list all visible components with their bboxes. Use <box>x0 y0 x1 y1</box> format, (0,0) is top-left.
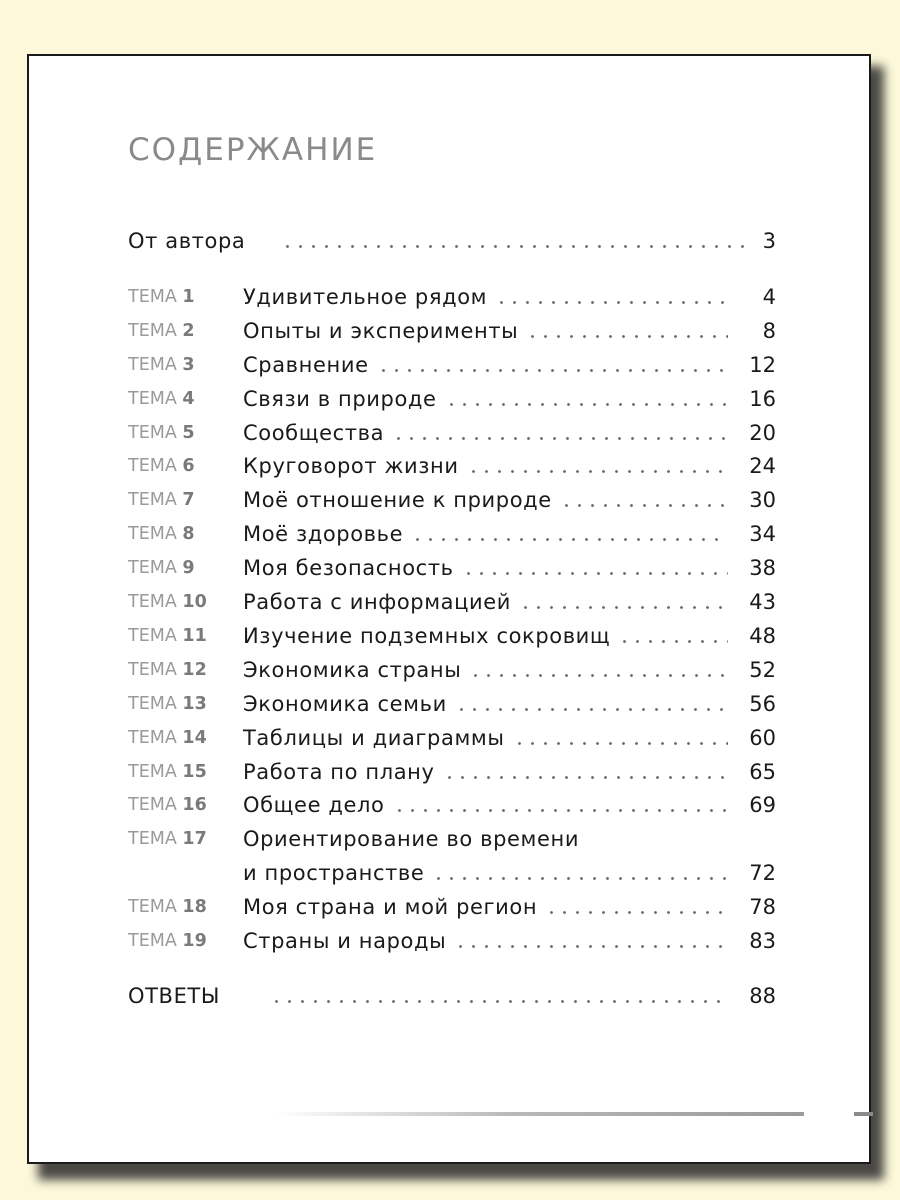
dot-leader <box>281 245 750 248</box>
toc-entry-label: Моя страна и мой регион <box>243 895 538 919</box>
toc-entry-topic-8[interactable] <box>128 517 776 551</box>
topic-tag <box>128 423 243 443</box>
toc-entry-intro[interactable] <box>128 224 776 258</box>
toc-entry-label: Моё отношение к природе <box>243 488 552 512</box>
topic-number: 4 <box>182 389 195 409</box>
topic-number: 1 <box>182 287 195 307</box>
toc-entry-topic-6[interactable] <box>128 449 776 483</box>
toc-entry-topic-13[interactable] <box>128 687 776 721</box>
topic-tag <box>128 524 243 544</box>
topic-prefix: ТЕМА <box>128 389 177 409</box>
toc-entry-topic-15[interactable] <box>128 755 776 789</box>
topic-tag <box>128 355 243 375</box>
topic-number: 13 <box>182 694 207 714</box>
topic-prefix: ТЕМА <box>128 287 177 307</box>
dot-leader <box>392 437 728 440</box>
footer-tick <box>854 1112 873 1116</box>
dot-leader <box>526 335 728 338</box>
topic-prefix: ТЕМА <box>128 558 177 578</box>
topic-number: 9 <box>182 558 195 578</box>
dot-leader <box>432 877 728 880</box>
contents-page <box>27 54 871 1164</box>
topic-tag <box>128 389 243 409</box>
dot-leader <box>445 403 728 406</box>
topic-tag <box>128 897 243 917</box>
toc-entry-label: Работа по плану <box>243 760 435 784</box>
dot-leader <box>270 1000 728 1003</box>
toc-entry-topic-7[interactable] <box>128 483 776 517</box>
toc-entry-topic-5[interactable] <box>128 416 776 450</box>
dot-leader <box>560 504 728 507</box>
toc-page-number: 52 <box>749 658 776 682</box>
toc-entry-topic-4[interactable] <box>128 382 776 416</box>
toc-page-number: 4 <box>762 285 776 309</box>
toc-entry-topic-14[interactable] <box>128 721 776 755</box>
topic-prefix: ТЕМА <box>128 660 177 680</box>
dot-leader <box>513 742 728 745</box>
topic-tag <box>128 287 243 307</box>
topic-number: 18 <box>182 897 207 917</box>
topic-number: 6 <box>182 456 195 476</box>
toc-entry-label: Удивительное рядом <box>243 285 488 309</box>
toc-page-number: 65 <box>749 760 776 784</box>
toc-entry-topic-9[interactable] <box>128 551 776 585</box>
topic-number: 12 <box>182 660 207 680</box>
toc-entry-label-continued: и пространстве <box>243 861 425 885</box>
topic-tag <box>128 558 243 578</box>
toc-page-number: 48 <box>749 624 776 648</box>
toc-entry-topic-1[interactable] <box>128 280 776 314</box>
topic-tag <box>128 592 243 612</box>
topic-tag <box>128 728 243 748</box>
toc-entry-label: Моя безопасность <box>243 556 454 580</box>
toc-entry-label: Связи в природе <box>243 387 437 411</box>
topic-prefix: ТЕМА <box>128 897 177 917</box>
topic-tag <box>128 490 243 510</box>
dot-leader <box>545 911 728 914</box>
toc-entry-topic-11[interactable] <box>128 619 776 653</box>
dot-leader <box>377 369 728 372</box>
toc-page-number: 72 <box>749 861 776 885</box>
topic-tag <box>128 795 243 815</box>
topic-tag <box>128 456 243 476</box>
toc-page-number: 3 <box>762 229 776 253</box>
dot-leader <box>455 708 728 711</box>
toc-entry-label: Круговорот жизни <box>243 454 459 478</box>
topic-prefix: ТЕМА <box>128 321 177 341</box>
topic-number: 8 <box>182 524 195 544</box>
topic-tag <box>128 626 243 646</box>
dot-leader <box>495 301 728 304</box>
dot-leader <box>411 538 728 541</box>
toc-page-number: 78 <box>749 895 776 919</box>
toc-page-number: 34 <box>749 522 776 546</box>
topic-prefix: ТЕМА <box>128 829 177 849</box>
topic-number: 11 <box>182 626 207 646</box>
topic-prefix: ТЕМА <box>128 423 177 443</box>
toc-entry-answers[interactable] <box>128 979 776 1013</box>
topic-number: 7 <box>182 490 195 510</box>
toc-page-number: 20 <box>749 421 776 445</box>
dot-leader <box>462 572 728 575</box>
toc-page-number: 56 <box>749 692 776 716</box>
toc-page-number: 60 <box>749 726 776 750</box>
dot-leader <box>469 674 728 677</box>
topic-number: 17 <box>182 829 207 849</box>
topic-prefix: ТЕМА <box>128 626 177 646</box>
toc-entry-label: Изучение подземных сокровищ <box>243 624 611 648</box>
toc-entry-label: Таблицы и диаграммы <box>243 726 505 750</box>
toc-page-number: 24 <box>749 454 776 478</box>
toc-entry-topic-19[interactable] <box>128 924 776 958</box>
topic-number: 16 <box>182 795 207 815</box>
dot-leader <box>393 809 729 812</box>
toc-entry-topic-17[interactable] <box>128 822 776 856</box>
topic-prefix: ТЕМА <box>128 524 177 544</box>
toc-entry-topic-12[interactable] <box>128 653 776 687</box>
toc-entry-label: Ориентирование во времени <box>243 827 580 851</box>
toc-entry-topic-3[interactable] <box>128 348 776 382</box>
topic-prefix: ТЕМА <box>128 931 177 951</box>
toc-entry-topic-16[interactable] <box>128 788 776 822</box>
dot-leader <box>519 606 728 609</box>
toc-entry-label: Опыты и эксперименты <box>243 319 519 343</box>
topic-tag <box>128 931 243 951</box>
topic-tag <box>128 694 243 714</box>
toc-page-number: 8 <box>762 319 776 343</box>
toc-entry-label: Сравнение <box>243 353 369 377</box>
toc-entry-topic-17-continued[interactable] <box>128 856 776 890</box>
toc-page-number: 88 <box>749 984 776 1008</box>
toc-page-number: 69 <box>749 793 776 817</box>
topic-tag <box>128 829 243 849</box>
topic-number: 3 <box>182 355 195 375</box>
topic-prefix: ТЕМА <box>128 592 177 612</box>
toc-entry-label: Экономика страны <box>243 658 462 682</box>
toc-entry-label: Экономика семьи <box>243 692 447 716</box>
topic-tag <box>128 321 243 341</box>
dot-leader <box>443 776 728 779</box>
toc-entry-label: Общее дело <box>243 793 385 817</box>
topic-prefix: ТЕМА <box>128 456 177 476</box>
toc-entry-label: Работа с информацией <box>243 590 512 614</box>
dot-leader <box>618 640 728 643</box>
topic-prefix: ТЕМА <box>128 795 177 815</box>
toc-entry-label: Страны и народы <box>243 929 447 953</box>
toc-entry-topic-10[interactable] <box>128 585 776 619</box>
dot-leader <box>467 470 728 473</box>
toc-page-number: 12 <box>749 353 776 377</box>
toc-entry-topic-18[interactable] <box>128 890 776 924</box>
topic-number: 10 <box>182 592 207 612</box>
page-title: СОДЕРЖАНИЕ <box>128 132 378 168</box>
topic-prefix: ТЕМА <box>128 728 177 748</box>
topic-number: 5 <box>182 423 195 443</box>
topic-tag <box>128 762 243 782</box>
toc-page-number: 38 <box>749 556 776 580</box>
toc-page-number: 43 <box>749 590 776 614</box>
topic-number: 14 <box>182 728 207 748</box>
topic-prefix: ТЕМА <box>128 694 177 714</box>
topic-prefix: ТЕМА <box>128 355 177 375</box>
topic-number: 19 <box>182 931 207 951</box>
toc-entry-label: Моё здоровье <box>243 522 404 546</box>
footer-rule <box>274 1112 804 1116</box>
topic-prefix: ТЕМА <box>128 762 177 782</box>
toc-entry-label: Сообщества <box>243 421 385 445</box>
topic-prefix: ТЕМА <box>128 490 177 510</box>
toc-page-number: 16 <box>749 387 776 411</box>
topic-number: 15 <box>182 762 207 782</box>
topic-number: 2 <box>182 321 195 341</box>
toc-page-number: 83 <box>749 929 776 953</box>
topic-tag <box>128 660 243 680</box>
toc-entry-topic-2[interactable] <box>128 314 776 348</box>
dot-leader <box>454 945 728 948</box>
toc-entry-label: ОТВЕТЫ <box>128 984 220 1008</box>
toc-entry-label: От автора <box>128 229 246 253</box>
toc-page-number: 30 <box>749 488 776 512</box>
